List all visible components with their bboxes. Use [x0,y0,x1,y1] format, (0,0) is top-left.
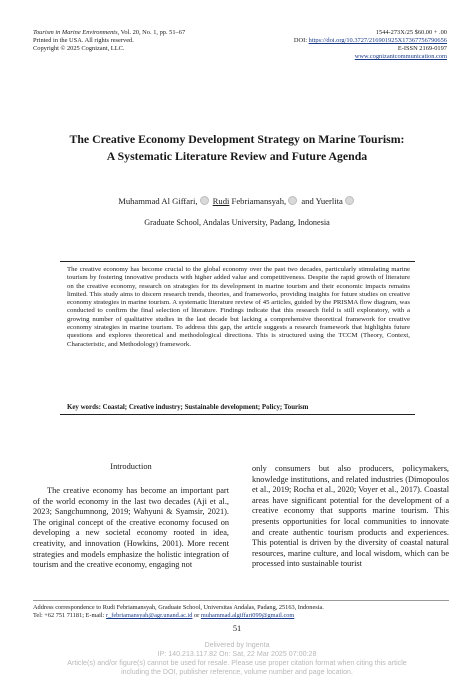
author-2-first[interactable]: Rudi [212,196,230,206]
correspondence-footnote [33,604,453,620]
watermark-line-1: Delivered by Ingenta [204,641,270,649]
watermark-line-4: including the DOI, publisher reference, volume number and page location. [121,668,353,676]
or-separator: or [192,612,201,619]
header-right [294,29,447,61]
author-2-last: Febriamansyah, [229,196,287,206]
footnote-divider [33,600,449,601]
orcid-icon[interactable] [200,196,209,205]
email-link-1[interactable]: r_febriamansyah@agr.unand.ac.id [106,612,193,619]
title-line-2: A Systematic Literature Review and Future Agenda [106,149,368,163]
author-3: and Yuerlita [301,196,343,206]
watermark-line-2: IP: 140.213.117.82 On: Sat, 22 Mar 2025 07:00:28 [157,650,317,658]
header-left [33,29,185,53]
orcid-icon[interactable] [288,196,297,205]
journal-name: Tourism in Marine Environments [33,29,118,36]
journal-volume: , Vol. 20, No. 1, pp. 51–67 [117,29,186,36]
affiliation: Graduate School, Andalas University, Padang, Indonesia [144,218,330,227]
page-number: 51 [232,624,242,633]
watermark-line-3: Article(s) and/or figure(s) cannot be used for resale. Please use proper citation format when citing this article [67,659,407,667]
article-title [20,131,454,165]
doi-link[interactable]: https://doi.org/10.3727/216901925X17367756790656 [308,37,447,44]
keywords: Key words: Coastal; Creative industry; Sustainable development; Policy; Tourism [67,404,309,411]
correspondence-contact [33,612,453,620]
orcid-icon[interactable] [345,196,354,205]
section-heading-introduction: Introduction [110,462,152,471]
abstract-text: The creative economy has become crucial to the global economy over the past two decades, particularly stimulating marine tourism by fostering innovative products with higher added value and competitiveness. Despite the rapid growth of literature on the creative economy, research on strategies for its development in marine tourism and their economic impacts remains limited. This study aims to discern research trends, theories, and frameworks, providing insights for future studies on creative economy strategies in marine tourism. A systematic literature review of 45 articles, guided by the PRISMA flow diagram, was conducted to confirm the final selection of literature. Findings indicate that this research field is still exploratory, with a growing number of qualitative studies in the last decade but lacking a comprehensive theoretical framework for creative economy strategies in marine tourism. To address this gap, the article suggests a research framework that highlights future questions and explores theoretical and methodological directions. This is structured using the TCCM (Theory, Context, Characteristic, and Methodology) framework. [67,266,410,348]
title-line-1: The Creative Economy Development Strategy on Marine Tourism: [69,132,405,146]
body-column-right: only consumers but also producers, policymakers, knowledge institutions, and related industries (Dimopoulos et al., 2019; Rocha et al., 2020; Voyer et al., 2017). Coastal areas have significant potential for the development of a creative economy that supports marine tourism. This presents opportunities for local communities to innovate and create authentic tourism products and experiences. This potential is driven by the diversity of coastal natural resources, marine culture, and local wisdom, which can be processed into sustainable tourist [252,464,449,569]
author-list [20,196,454,206]
issn-price: 1544-273X/25 $60.00 + .00 [375,29,447,36]
print-notice: Printed in the USA. All rights reserved. [33,37,134,44]
publisher-url[interactable]: www.cognizantcommunication.com [354,53,447,60]
journal-citation [33,29,185,37]
correspondence-address: Address correspondence to Rudi Febriamansyah, Graduate School, Universitas Andalas, Padang, 25163, Indonesia. [33,604,324,611]
doi-label: DOI: [293,37,309,44]
copyright: Copyright © 2025 Cognizant, LLC. [33,45,125,52]
body-column-left: The creative economy has become an important part of the world economy in the last two decades (Aji et al., 2023; Sangchumnong, 2019; Wahyuni & Syamsir, 2021). The original concept of the creative economy focused on developing a new societal economy rooted in idea, creativity, and innovation (Howkins, 2001). More recent strategies and models emphasize the holistic integration of tourism and the creative economy, engaging not [33,486,229,570]
doi-line [294,37,447,45]
author-1: Muhammad Al Giffari, [118,196,198,206]
telephone: Tel: +62 751 71181; E-mail: [33,612,107,619]
email-link-2[interactable]: muhammad.algiffari099@gmail.com [200,612,295,619]
eissn: E-ISSN 2169-0197 [397,45,447,52]
